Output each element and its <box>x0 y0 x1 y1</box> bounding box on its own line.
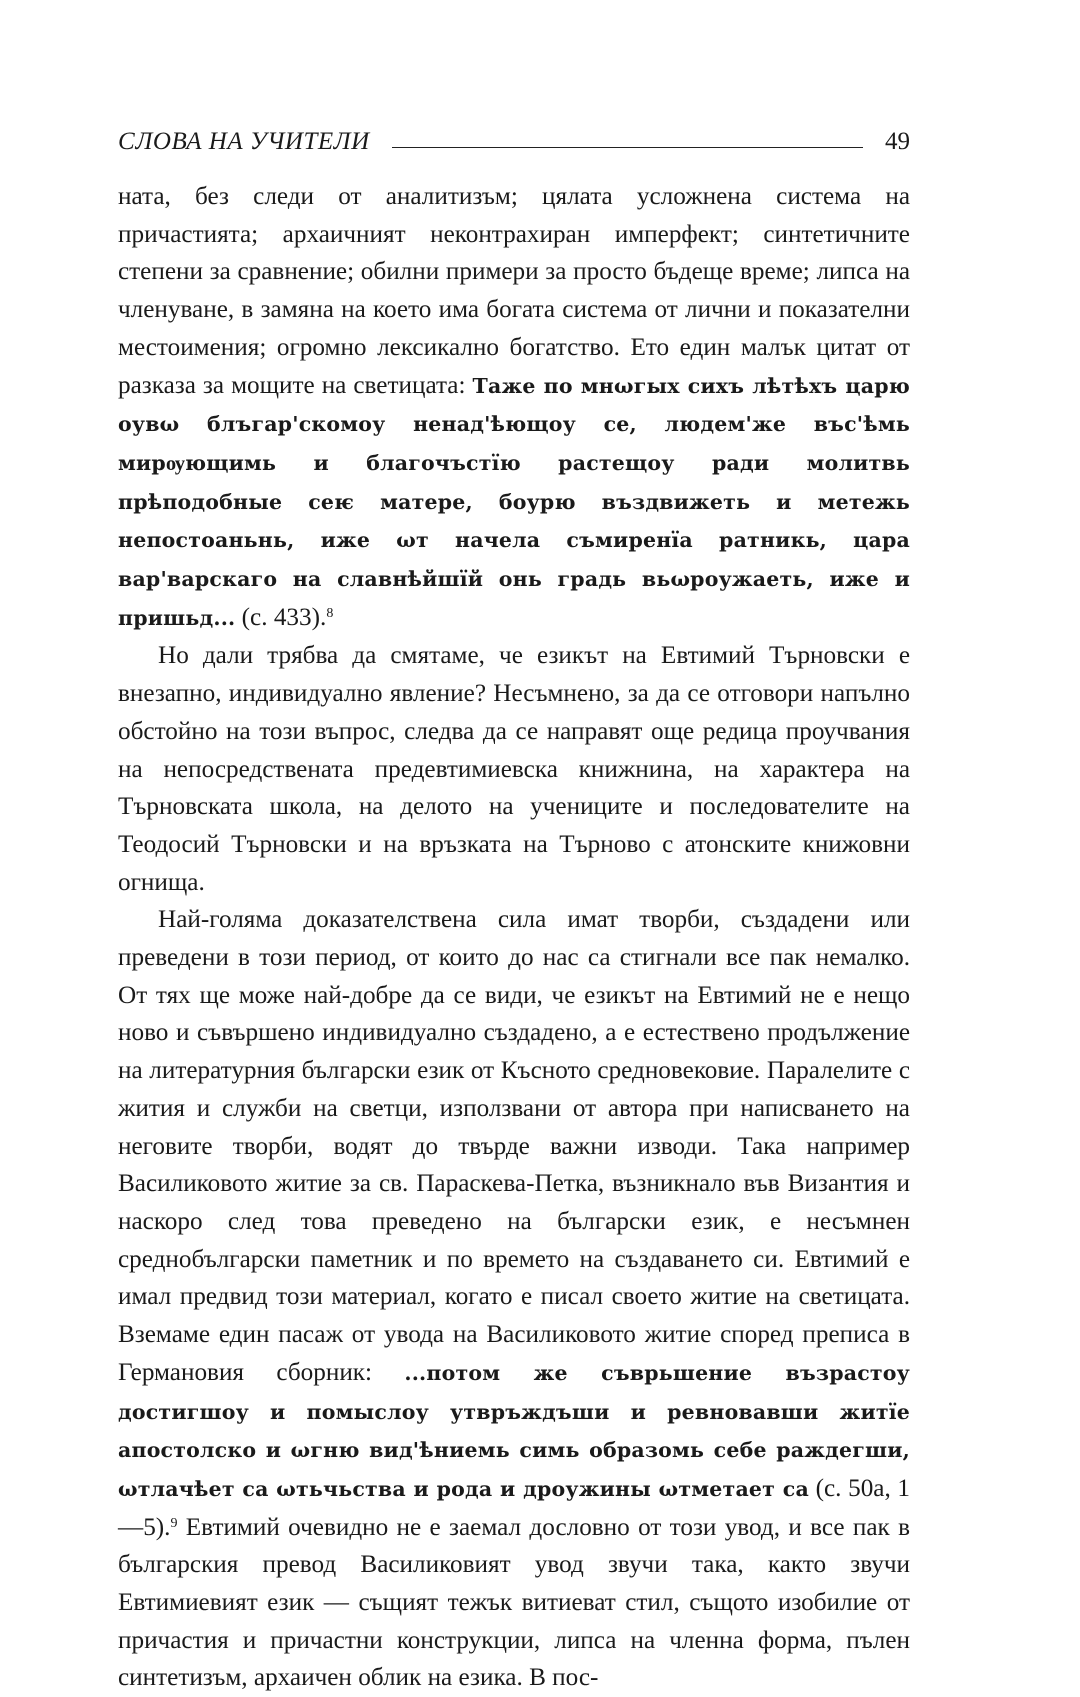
old-bulgarian-quote: Таже по мнωгых сихъ лѣтѣхъ царю оувω блъгар'скомоу ненад'ѣющоу се, людем'же въс'ѣмь мирѹющимь и благочъстїю растещоу ради молитвь прѣподобные сеѥ матере, боурю въздвижеть и метежь непостоаньнь, иже ωт начела съмиренїа ратникь, цара вар'варскаго на славнѣйшїй онь градь вьωроужаеть, иже и пришьд... <box>118 373 911 630</box>
footnote-ref: 9 <box>170 1515 178 1531</box>
running-header <box>118 112 910 156</box>
paragraph-text: Най-голяма доказателствена сила имат творби, създадени или преведени в този период, от които до нас са стигнали все пак немалко. От тях ще може най-добре да се види, че езикът на Евтимий не е нещо ново и съвършено индивидуално създадено, а е естествено продължение на литературния български език от Късното средновековие. Паралелите с жития и служби на светци, използвани от автора при написването на неговите творби, водят до твърде важни изводи. Така например Василиковото житие за св. Параскева-Петка, възникнало във Византия и наскоро след това преведено на български език, е несъмнен среднобългарски паметник и по времето на създаването си. Евтимий е имал предвид този материал, когато е писал своето житие на светицата. Вземаме един пасаж от увода на Василиковото житие според преписа в Германовия сборник: <box>118 906 910 1386</box>
paragraph-3 <box>118 901 910 1697</box>
book-page <box>118 112 910 1697</box>
body-text <box>118 178 910 1697</box>
citation: (с. 433). <box>235 603 327 631</box>
citation: (с. 50а, 1—5). <box>118 1474 910 1541</box>
page-number: 49 <box>885 128 910 155</box>
paragraph-1 <box>118 178 910 637</box>
old-bulgarian-quote: ...потом же съврьшение възрастоу достигшоу и помыслоу утвръждъши и ревновавши житїе апостолско и ωгню вид'ѣниемь симь образомь себе раждегши, ωтлачѣет са ωтьчьства и рода и дроужины ωтметает са <box>118 1360 910 1501</box>
paragraph-text: Но дали трябва да смятаме, че езикът на Евтимий Търновски е внезапно, индивидуално явление? Несъмнено, за да се отговори напълно обстойно на този въпрос, следва да се направят още редица проучвания на непосредствената предевтимиевска книжнина, на характера на Търновската школа, на делото на учениците и последователите на Теодосий Търновски и на връзката на Търново с атонските книжовни огнища. <box>118 642 910 896</box>
paragraph-text: ната, без следи от аналитизъм; цялата усложнена система на причастията; архаичният неконтрахиран имперфект; синтетичните степени за сравнение; обилни примери за просто бъдеще време; липса на членуване, в замяна на което има богата система от лични и показателни местоимения; огромно лексикално богатство. Ето един малък цитат от разказа за мощите на светицата: <box>118 183 910 399</box>
paragraph-text: Евтимий очевидно не е заемал дословно от този увод, и все пак в българския превод Василиковият увод звучи така, както звучи Евтимиевият език — същият тежък витиеват стил, същото изобилие от причастия и причастни конструкции, липса на членна форма, пълен синтетизъм, архаичен облик на езика. В пос- <box>118 1513 910 1692</box>
running-title: СЛОВА НА УЧИТЕЛИ <box>118 128 370 155</box>
header-rule <box>392 147 863 148</box>
footnote-ref: 8 <box>326 605 334 621</box>
paragraph-2 <box>118 637 910 901</box>
